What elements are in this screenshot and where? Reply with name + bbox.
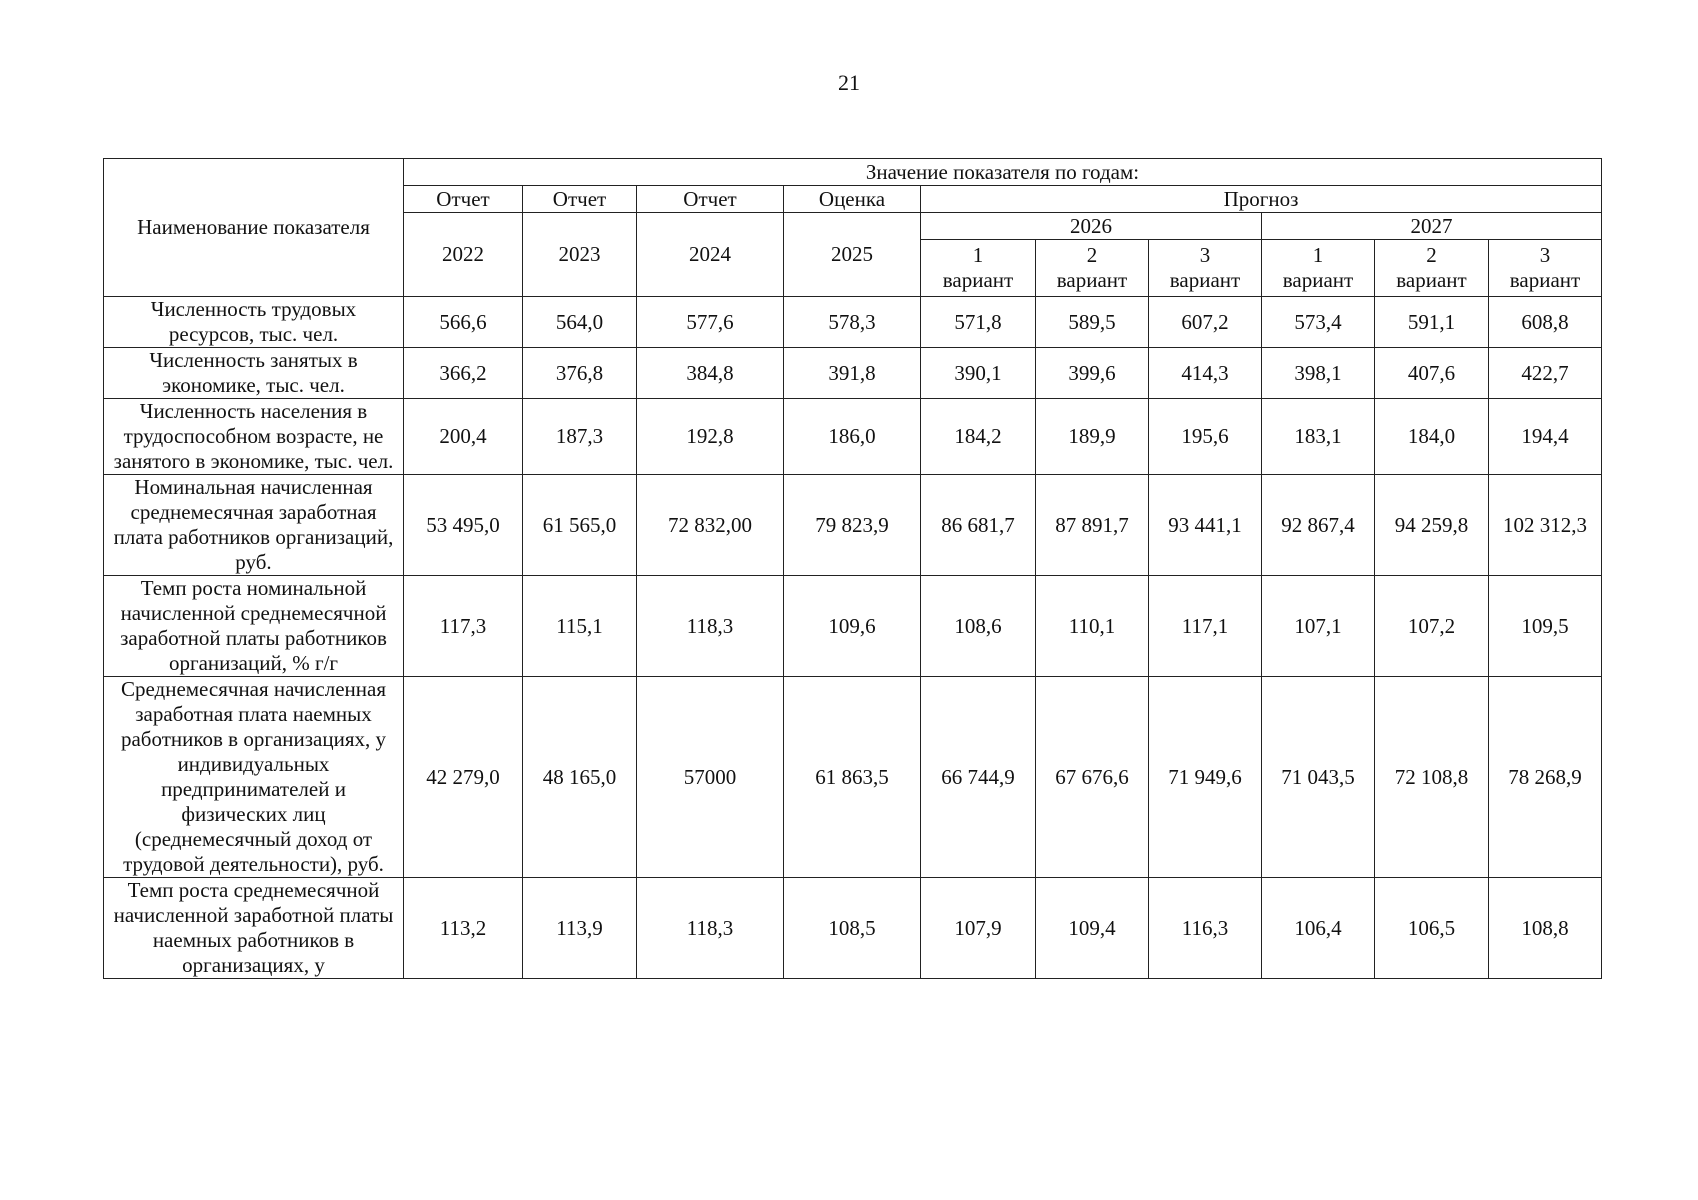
header-year-2025: 2025 (784, 213, 921, 297)
indicators-table (103, 158, 1602, 979)
row-name: Численность занятых в экономике, тыс. чел. (104, 348, 404, 399)
cell-value: 117,1 (1149, 576, 1262, 677)
variant-label: вариант (1509, 268, 1581, 292)
table-row (104, 348, 1602, 399)
cell-value: 398,1 (1262, 348, 1375, 399)
table-row (104, 475, 1602, 576)
cell-value: 184,0 (1375, 399, 1489, 475)
cell-value: 384,8 (637, 348, 784, 399)
cell-value: 107,1 (1262, 576, 1375, 677)
cell-value: 93 441,1 (1149, 475, 1262, 576)
variant-label: вариант (1396, 268, 1467, 292)
cell-value: 53 495,0 (404, 475, 523, 576)
cell-value: 399,6 (1036, 348, 1149, 399)
table-row (104, 677, 1602, 878)
cell-value: 113,9 (523, 878, 637, 979)
cell-value: 66 744,9 (921, 677, 1036, 878)
cell-value: 113,2 (404, 878, 523, 979)
cell-value: 72 108,8 (1375, 677, 1489, 878)
table-row (104, 297, 1602, 348)
header-variant (1262, 240, 1375, 297)
cell-value: 109,5 (1489, 576, 1602, 677)
cell-value: 109,6 (784, 576, 921, 677)
variant-number: 3 (1539, 243, 1551, 267)
header-variant (921, 240, 1036, 297)
header-forecast-year-2027: 2027 (1262, 213, 1602, 240)
header-year-2022: 2022 (404, 213, 523, 297)
header-group-forecast: Прогноз (921, 186, 1602, 213)
row-name: Среднемесячная начисленная заработная плата наемных работников в организациях, у индивидуальных предпринимателей и физических лиц (среднемесячный доход от трудовой деятельности), руб. (104, 677, 404, 878)
cell-value: 391,8 (784, 348, 921, 399)
cell-value: 110,1 (1036, 576, 1149, 677)
header-group-report-2022: Отчет (404, 186, 523, 213)
cell-value: 414,3 (1149, 348, 1262, 399)
cell-value: 72 832,00 (637, 475, 784, 576)
cell-value: 118,3 (637, 878, 784, 979)
table-row (104, 576, 1602, 677)
cell-value: 78 268,9 (1489, 677, 1602, 878)
cell-value: 608,8 (1489, 297, 1602, 348)
cell-value: 564,0 (523, 297, 637, 348)
cell-value: 573,4 (1262, 297, 1375, 348)
cell-value: 407,6 (1375, 348, 1489, 399)
cell-value: 116,3 (1149, 878, 1262, 979)
header-group-report-2024: Отчет (637, 186, 784, 213)
header-year-2024: 2024 (637, 213, 784, 297)
header-group-estimate-2025: Оценка (784, 186, 921, 213)
variant-label: вариант (1169, 268, 1241, 292)
cell-value: 183,1 (1262, 399, 1375, 475)
cell-value: 57000 (637, 677, 784, 878)
cell-value: 48 165,0 (523, 677, 637, 878)
variant-label: вариант (1282, 268, 1354, 292)
variant-label: вариант (942, 268, 1014, 292)
cell-value: 577,6 (637, 297, 784, 348)
table-header (104, 159, 1602, 297)
header-variant (1036, 240, 1149, 297)
header-group-report-2023: Отчет (523, 186, 637, 213)
cell-value: 189,9 (1036, 399, 1149, 475)
cell-value: 71 949,6 (1149, 677, 1262, 878)
cell-value: 87 891,7 (1036, 475, 1149, 576)
cell-value: 195,6 (1149, 399, 1262, 475)
variant-number: 2 (1086, 243, 1098, 267)
cell-value: 117,3 (404, 576, 523, 677)
cell-value: 79 823,9 (784, 475, 921, 576)
table-row (104, 878, 1602, 979)
cell-value: 566,6 (404, 297, 523, 348)
cell-value: 422,7 (1489, 348, 1602, 399)
header-values-title: Значение показателя по годам: (404, 159, 1602, 186)
cell-value: 102 312,3 (1489, 475, 1602, 576)
cell-value: 184,2 (921, 399, 1036, 475)
page-number: 21 (838, 70, 860, 95)
cell-value: 192,8 (637, 399, 784, 475)
header-name-column: Наименование показателя (104, 159, 404, 297)
cell-value: 108,8 (1489, 878, 1602, 979)
cell-value: 107,2 (1375, 576, 1489, 677)
header-variant (1375, 240, 1489, 297)
row-name: Темп роста среднемесячной начисленной заработной платы наемных работников в организациях, у (104, 878, 404, 979)
cell-value: 86 681,7 (921, 475, 1036, 576)
cell-value: 108,6 (921, 576, 1036, 677)
row-name: Номинальная начисленная среднемесячная заработная плата работников организаций, руб. (104, 475, 404, 576)
row-name: Темп роста номинальной начисленной среднемесячной заработной платы работников организаций, % г/г (104, 576, 404, 677)
cell-value: 118,3 (637, 576, 784, 677)
cell-value: 589,5 (1036, 297, 1149, 348)
cell-value: 61 565,0 (523, 475, 637, 576)
cell-value: 71 043,5 (1262, 677, 1375, 878)
cell-value: 42 279,0 (404, 677, 523, 878)
cell-value: 94 259,8 (1375, 475, 1489, 576)
cell-value: 61 863,5 (784, 677, 921, 878)
cell-value: 187,3 (523, 399, 637, 475)
cell-value: 67 676,6 (1036, 677, 1149, 878)
cell-value: 571,8 (921, 297, 1036, 348)
variant-number: 3 (1199, 243, 1211, 267)
cell-value: 194,4 (1489, 399, 1602, 475)
cell-value: 607,2 (1149, 297, 1262, 348)
cell-value: 109,4 (1036, 878, 1149, 979)
cell-value: 376,8 (523, 348, 637, 399)
cell-value: 200,4 (404, 399, 523, 475)
row-name: Численность населения в трудоспособном возрасте, не занятого в экономике, тыс. чел. (104, 399, 404, 475)
cell-value: 106,5 (1375, 878, 1489, 979)
header-variant (1489, 240, 1602, 297)
variant-label: вариант (1056, 268, 1128, 292)
cell-value: 92 867,4 (1262, 475, 1375, 576)
cell-value: 106,4 (1262, 878, 1375, 979)
variant-number: 1 (972, 243, 984, 267)
cell-value: 186,0 (784, 399, 921, 475)
cell-value: 108,5 (784, 878, 921, 979)
cell-value: 591,1 (1375, 297, 1489, 348)
variant-number: 1 (1312, 243, 1324, 267)
variant-number: 2 (1426, 243, 1437, 267)
header-variant (1149, 240, 1262, 297)
table-row (104, 399, 1602, 475)
row-name: Численность трудовых ресурсов, тыс. чел. (104, 297, 404, 348)
header-year-2023: 2023 (523, 213, 637, 297)
header-forecast-year-2026: 2026 (921, 213, 1262, 240)
cell-value: 107,9 (921, 878, 1036, 979)
cell-value: 366,2 (404, 348, 523, 399)
cell-value: 578,3 (784, 297, 921, 348)
cell-value: 115,1 (523, 576, 637, 677)
cell-value: 390,1 (921, 348, 1036, 399)
